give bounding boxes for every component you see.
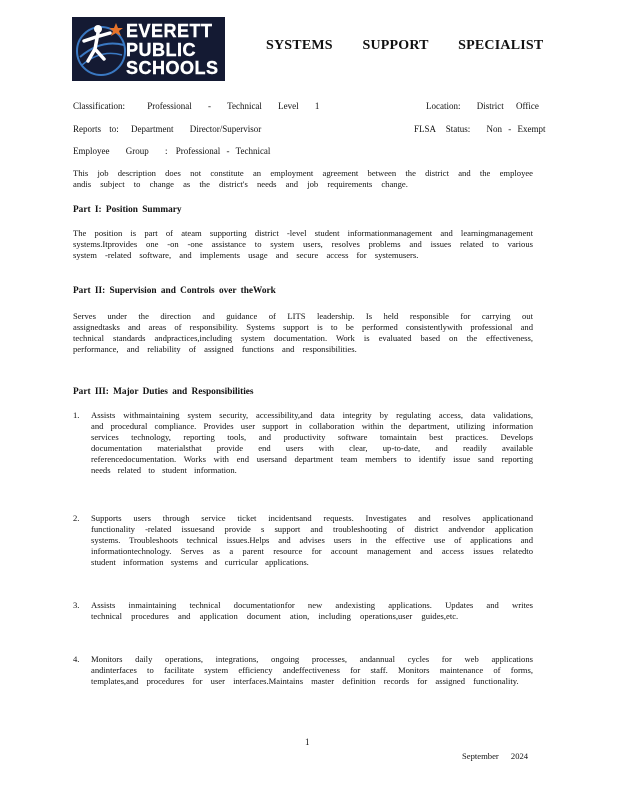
everett-public-schools-logo xyxy=(72,17,225,81)
location-row xyxy=(426,101,539,112)
logo-figure-icon xyxy=(74,19,128,79)
location-value: District Office xyxy=(476,101,539,111)
part-2-heading: Part II: Supervision and Controls over theWork xyxy=(73,286,276,296)
flsa-label: FLSA Status: xyxy=(414,124,471,134)
duty-text: Supports users through service ticket incidentsand requests. Investigates and resolves applicationand functionality -related issuesand provide s support and troubleshooting of district andvendor application systems. Troubleshoots technical issues.Helps and advises users in the effective use of applications and informationtechnology. Serves as a parent resource for account management and access issues relatedto student information systems and curricular applications. xyxy=(91,513,533,567)
duty-text: Assists withmaintaining system security, accessibility,and data integrity by regulating access, data validations, and procedural compliance. Provides user support in collaboration within the department, utilizing information services technology, reporting tools, and productivity software tomaintain best practices. Develops documentation materialsthat provide end users with clear, up-to-date, and readily available referencedocumentation. Works with end usersand department team members to identify issue sand reporting needs related to student information. xyxy=(91,410,533,475)
part-1-heading: Part I: Position Summary xyxy=(73,205,182,215)
classification-value: Professional - Technical Level 1 xyxy=(147,101,320,111)
part-1-paragraph: The position is part of ateam supporting district -level student informationmanagement and learningmanagement systems.Itprovides one -on -one assistance to system users, resolves problems and issues related to various system -related software, and implements usage and secure access for systemusers. xyxy=(73,228,533,260)
duty-number: 4. xyxy=(73,654,80,664)
logo-text-public: PUBLIC xyxy=(126,40,196,60)
duty-text: Assists inmaintaining technical documentationfor new andexisting applications. Updates and writes technical procedures and application document ation, including operations,user guides,etc. xyxy=(91,600,533,621)
reports-to-label: Reports to: xyxy=(73,124,119,134)
employee-group-value: Professional - Technical xyxy=(175,146,271,156)
part-2-paragraph: Serves under the direction and guidance of LITS leadership. Is held responsible for carrying out assignedtasks and areas of responsibility. Systems support is to be performed consistentlywith professional and technical standards andpractices,including system documentation. Work is evaluated based on the effectiveness, performance, and reliability of assigned functions and responsibilities. xyxy=(73,311,533,354)
part-3-heading: Part III: Major Duties and Responsibilities xyxy=(73,387,254,397)
page-title: SYSTEMS SUPPORT SPECIALIST xyxy=(266,38,544,53)
duty-text: Monitors daily operations, integrations, ongoing processes, andannual cycles for web applications andinterfaces to facilitate system efficiency andeffectiveness for staff. Monitors maintenance of forms, templates,and procedures for user interfaces.Maintains master definition records for assigned functionality. xyxy=(91,654,533,686)
classification-row xyxy=(73,101,319,112)
duty-number: 2. xyxy=(73,513,80,523)
flsa-value: Non - Exempt xyxy=(486,124,546,134)
location-label: Location: xyxy=(426,101,461,111)
reports-to-value: Department Director/Supervisor xyxy=(131,124,262,134)
flsa-row xyxy=(414,124,546,135)
logo-text-everett: EVERETT xyxy=(126,21,213,41)
duty-number: 3. xyxy=(73,600,80,610)
footer-date: September 2024 xyxy=(462,751,529,761)
duty-number: 1. xyxy=(73,410,80,420)
employee-group-row xyxy=(73,146,270,157)
reports-to-row xyxy=(73,124,261,135)
employee-group-label: Employee Group : xyxy=(73,146,168,156)
disclaimer-paragraph: This job description does not constitute an employment agreement between the district and the employee andis subject to change as the district's needs and job requirements change. xyxy=(73,168,533,189)
classification-label: Classification: xyxy=(73,101,125,111)
logo-text-schools: SCHOOLS xyxy=(126,58,219,78)
page-number: 1 xyxy=(305,737,310,747)
